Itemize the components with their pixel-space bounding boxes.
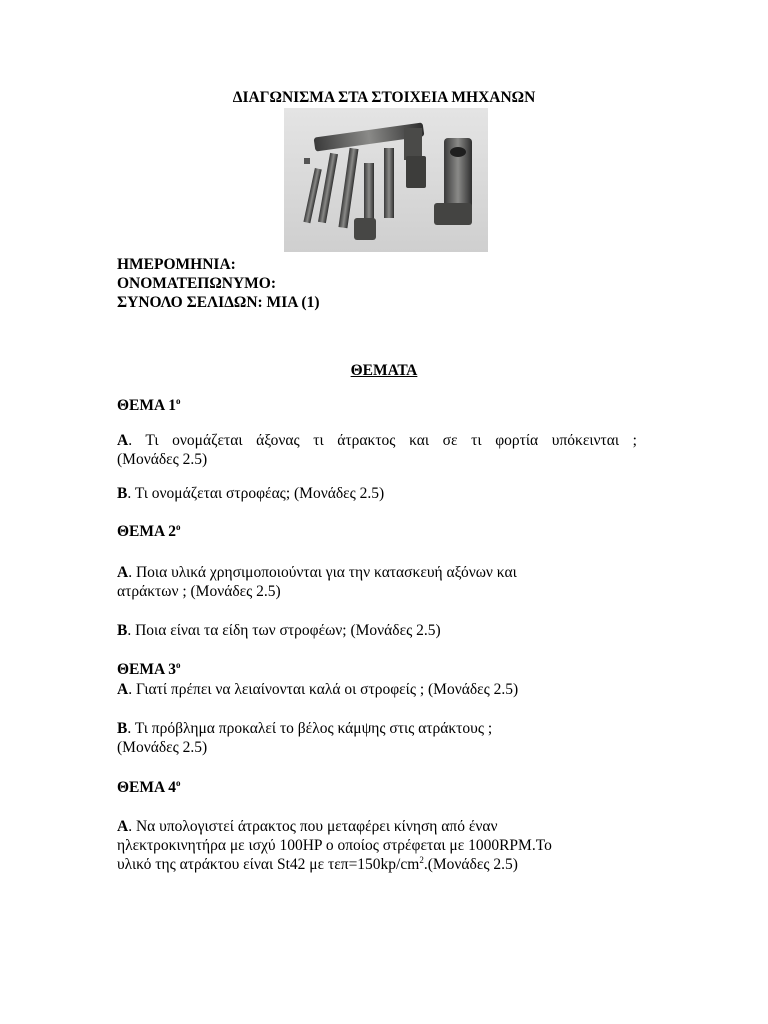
theme-2-question-b: Β. Ποια είναι τα είδη των στροφέων; (Μονάδες 2.5) [117, 622, 441, 639]
theme-4-question-a-line3: υλικό της ατράκτου είναι St42 με $\tau\varepsilon\pi=150kp/cm^2.(Mo\nu ά\delta\varepsilon\varsigma$ 2.5) [117, 854, 518, 873]
pages-label: ΣΥΝΟΛΟ ΣΕΛΙΔΩΝ: ΜΙΑ (1) [117, 294, 320, 311]
name-label: ΟΝΟΜΑΤΕΠΩΝΥΜΟ: [117, 275, 277, 292]
theme-2-heading: ΘΕΜΑ $2^o$ [117, 521, 181, 540]
theme-3-question-a: Α. Γιατί πρέπει να λειαίνονται καλά οι στροφείς ; (Μονάδες 2.5) [117, 681, 519, 698]
document-title: ΔΙΑΓΩΝΙΣΜΑ ΣΤΑ ΣΤΟΙΧΕΙΑ ΜΗΧΑΝΩΝ [232, 89, 536, 106]
theme-4-question-a-line2: ηλεκτροκινητήρα με ισχύ 100HP ο οποίος στρέφεται με 1000RPM.Το [117, 837, 552, 854]
theme-3-question-b-line2: (Μονάδες 2.5) [117, 739, 208, 756]
theme-2-question-a-line2: ατράκτων ; (Μονάδες 2.5) [117, 583, 281, 600]
theme-3-heading: ΘΕΜΑ $3^o$ [117, 659, 181, 678]
theme-4-heading: ΘΕΜΑ $4^o$ [117, 777, 181, 796]
theme-1-question-a-line1: Α. Τι ονομάζεται άξονας τι άτρακτος και σε τι φορτία υπόκεινται ; [117, 432, 637, 449]
date-label: ΗΜΕΡΟΜΗΝΙΑ: [117, 256, 236, 273]
shafts-gears-photo [284, 108, 488, 252]
theme-4-question-a-line1: Α. Να υπολογιστεί άτρακτος που μεταφέρει κίνηση από έναν [117, 818, 498, 835]
theme-1-question-b: Β. Τι ονομάζεται στροφέας; (Μονάδες 2.5) [117, 485, 385, 502]
theme-1-question-a-line2: (Μονάδες 2.5) [117, 451, 208, 468]
theme-1-heading: ΘΕΜΑ $1^o$ [117, 395, 181, 414]
theme-3-question-b-line1: Β. Τι πρόβλημα προκαλεί το βέλος κάμψης στις ατράκτους ; [117, 720, 493, 737]
section-title: ΘΕΜΑΤΑ [350, 362, 418, 379]
theme-2-question-a-line1: Α. Ποια υλικά χρησιμοποιούνται για την κατασκευή αξόνων και [117, 564, 517, 581]
